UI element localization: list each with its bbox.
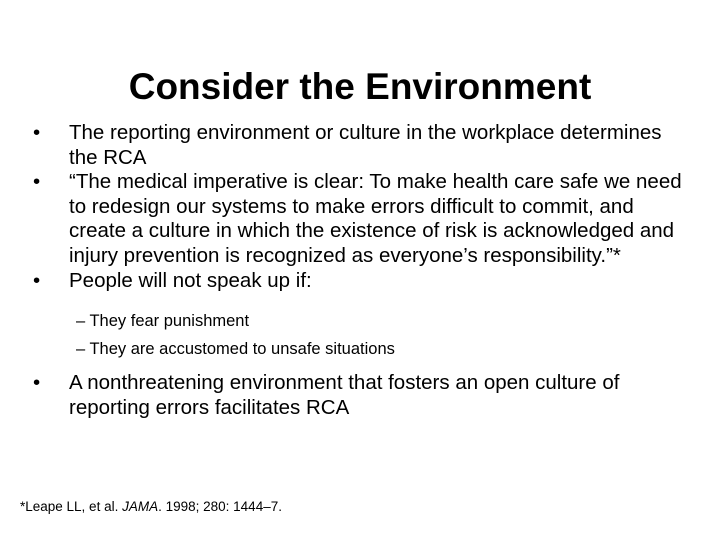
bullet-icon: • [33, 371, 41, 395]
bullet-list [30, 121, 690, 420]
bullet-text: People will not speak up if: [69, 268, 312, 292]
citation-footnote [20, 498, 282, 516]
slide-title: Consider the Environment [128, 65, 592, 107]
bullet-icon: • [33, 170, 41, 194]
sub-bullet-item-accustomed-unsafe: – They are accustomed to unsafe situations [76, 340, 395, 359]
bullet-icon: • [33, 121, 41, 144]
bullet-item-nonthreatening-environment [30, 371, 690, 420]
bullet-text: A nonthreatening environment that fosters an open culture of reporting errors facilitates RCA [69, 371, 620, 419]
sub-bullet-item-fear-punishment: – They fear punishment [76, 312, 250, 331]
footnote-prefix: *Leape LL, et al. [20, 499, 123, 514]
bullet-item-people-will-not-speak-up [30, 269, 690, 364]
bullet-text: The reporting environment or culture in the workplace determines the RCA [69, 121, 662, 169]
bullet-item-reporting-environment [30, 121, 690, 170]
footnote-journal: JAMA [122, 499, 159, 514]
sub-bullet-list [30, 307, 690, 363]
bullet-item-medical-imperative-quote [30, 170, 690, 268]
bullet-text: “The medical imperative is clear: To make health care safe we need to redesign our systems to make errors difficult to commit, and create a culture in which the existence of risk is acknowledged and injury prevention is recognized as everyone’s responsibility.”* [69, 170, 682, 267]
bullet-icon: • [33, 268, 41, 292]
footnote-suffix: . 1998; 280: 1444–7. [158, 499, 282, 514]
